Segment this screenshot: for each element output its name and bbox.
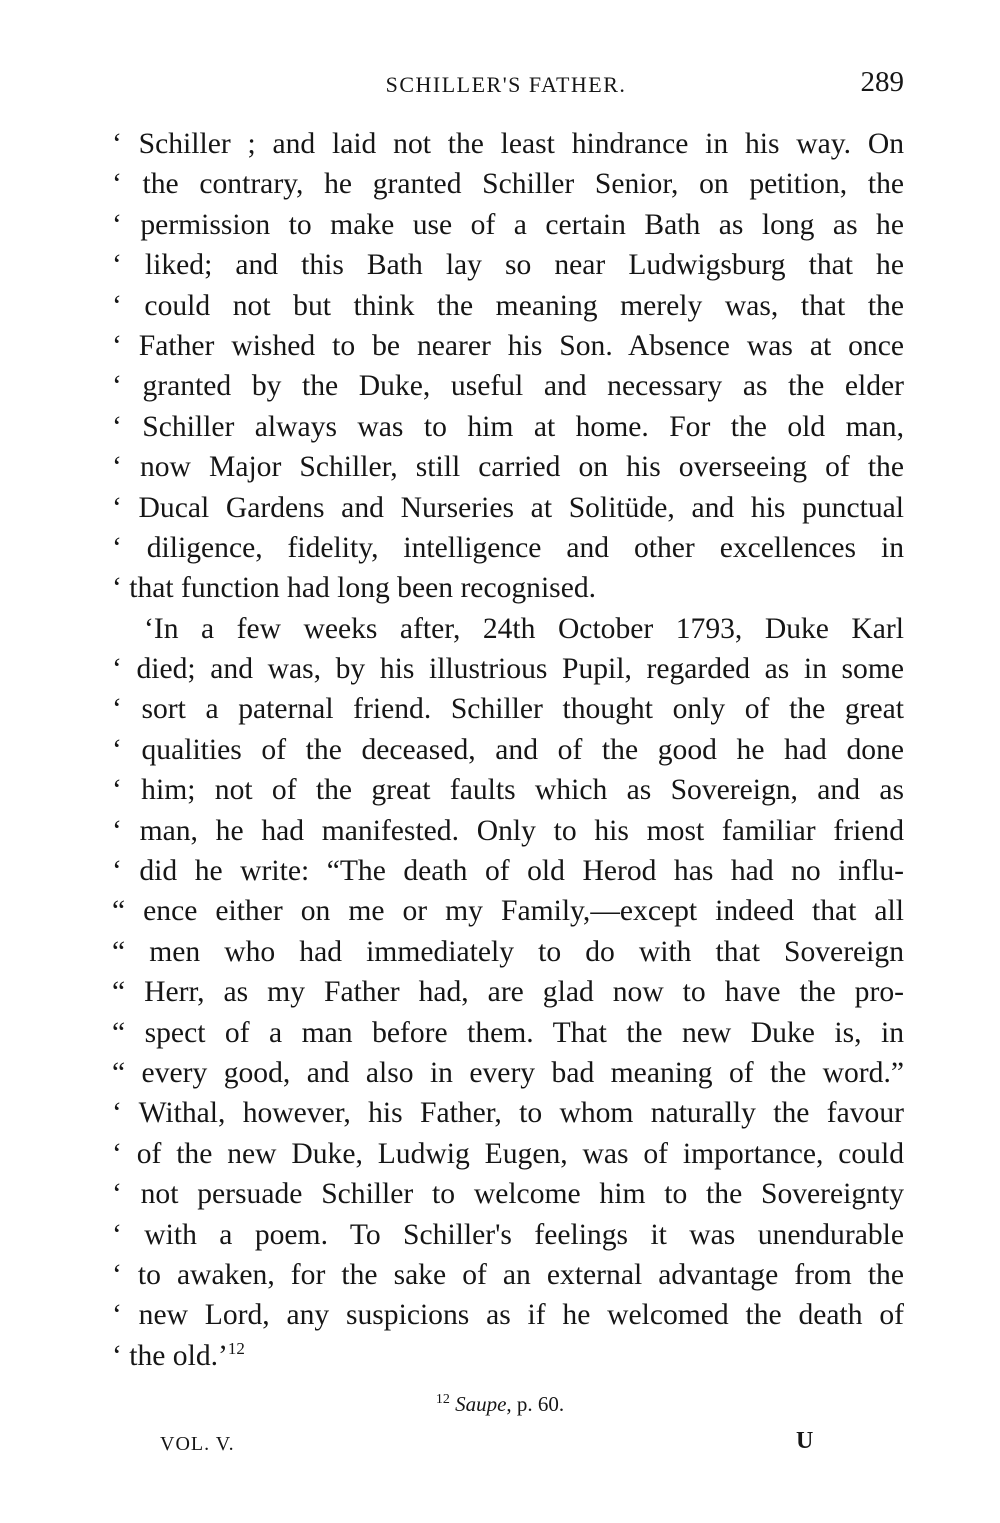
text-line: ‘ Ducal Gardens and Nurseries at Solitüde, and his punctual (112, 491, 904, 524)
text-line: ‘ died; and was, by his illustrious Pupil, regarded as in some (112, 653, 904, 686)
text-line: “ every good, and also in every bad meaning of the word.” (112, 1056, 904, 1089)
signature-mark: U (796, 1428, 814, 1454)
text-line: ‘ man, he had manifested. Only to his most familiar friend (112, 814, 904, 847)
text-line: ‘ qualities of the deceased, and of the good he had done (112, 733, 904, 766)
footnote-reference: 12 (227, 1338, 245, 1358)
text-line: ‘ diligence, fidelity, intelligence and other excellences in (112, 531, 904, 564)
text-line: “ spect of a man before them. That the new Duke is, in (112, 1016, 904, 1049)
page-number: 289 (860, 66, 904, 98)
text-line: ‘ now Major Schiller, still carried on his overseeing of the (112, 451, 904, 484)
footnote-page: , p. 60. (506, 1392, 565, 1416)
text-line: ‘ new Lord, any suspicions as if he welcomed the death of (112, 1299, 904, 1332)
text-line: ‘ did he write: “The death of old Herod has had no influ- (112, 855, 904, 888)
text-line: ‘ that function had long been recognised. (112, 572, 597, 605)
footnote (0, 1392, 1000, 1417)
text-line: ‘ Schiller always was to him at home. For the old man, (112, 410, 904, 443)
text-line: ‘ Father wished to be nearer his Son. Absence was at once (112, 329, 904, 362)
text-line: ‘ not persuade Schiller to welcome him to the Sovereignty (112, 1178, 904, 1211)
text-line: ‘ him; not of the great faults which as Sovereign, and as (112, 774, 904, 807)
text-line: ‘ granted by the Duke, useful and necessary as the elder (112, 370, 904, 403)
text-line: “ ence either on me or my Family,—except indeed that all (112, 895, 904, 928)
body-text (112, 124, 904, 1376)
text-line: ‘ of the new Duke, Ludwig Eugen, was of importance, could (112, 1137, 904, 1170)
text-line: ‘ the contrary, he granted Schiller Senior, on petition, the (112, 168, 904, 201)
text-line: ‘ could not but think the meaning merely was, that the (112, 289, 904, 322)
text-line: “ Herr, as my Father had, are glad now to have the pro- (112, 976, 904, 1009)
text-line: “ men who had immediately to do with that Sovereign (112, 935, 904, 968)
text-line: ‘ with a poem. To Schiller's feelings it was unendurable (112, 1218, 904, 1251)
text-line: ‘ permission to make use of a certain Bath as long as he (112, 208, 904, 241)
paragraph-start-line: ‘In a few weeks after, 24th October 1793, Duke Karl (144, 612, 904, 645)
final-line-text: ‘ the old.’ (112, 1339, 228, 1372)
footnote-number: 12 (435, 1392, 450, 1407)
volume-signature: VOL. V. (160, 1433, 235, 1455)
text-line: ‘ liked; and this Bath lay so near Ludwigsburg that he (112, 249, 904, 282)
text-line: ‘ sort a paternal friend. Schiller thought only of the great (112, 693, 904, 726)
running-title: SCHILLER'S FATHER. (385, 72, 627, 97)
running-head (108, 66, 904, 106)
text-line: ‘ to awaken, for the sake of an external advantage from the (112, 1258, 904, 1291)
text-line: ‘ Withal, however, his Father, to whom naturally the favour (112, 1097, 904, 1130)
final-text-line (112, 1336, 904, 1376)
footnote-source: Saupe (455, 1392, 507, 1416)
text-line: ‘ Schiller ; and laid not the least hindrance in his way. On (112, 128, 904, 160)
